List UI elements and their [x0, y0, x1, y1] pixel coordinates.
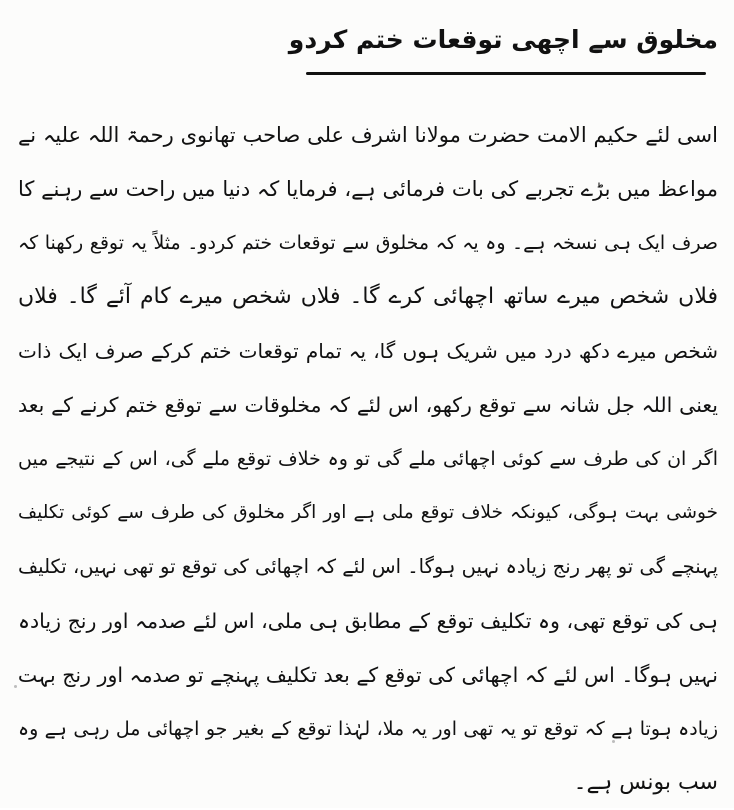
article-title: مخلوق سے اچھی توقعات ختم کردو — [288, 25, 718, 54]
scan-speck — [612, 740, 615, 743]
body-line: خوشی بہت ہوگی، کیونکہ خلاف توقع ملی ہے اور اگر مخلوق کی طرف سے کوئی تکلیف — [18, 502, 718, 523]
article-body — [18, 108, 718, 810]
heading-block — [288, 14, 718, 78]
body-line: صرف ایک ہی نسخہ ہے۔ وہ یہ کہ مخلوق سے توقعات ختم کردو۔ مثلاً یہ توقع رکھنا کہ — [18, 232, 718, 254]
scan-speck — [14, 685, 17, 688]
body-line: اگر ان کی طرف سے کوئی اچھائی ملے گی تو وہ خلاف توقع ملے گی، اس کے نتیجے میں — [18, 448, 718, 470]
body-line: زیادہ ہوتا ہے کہ توقع تو یہ تھی اور یہ ملا، لہٰذا توقع کے بغیر جو اچھائی مل رہی ہے وہ — [18, 718, 718, 740]
body-line: پہنچے گی تو پھر رنج زیادہ نہیں ہوگا۔ اس لئے کہ اچھائی کی توقع تو تھی نہیں، تکلیف — [18, 555, 718, 578]
body-line: مواعظ میں بڑے تجربے کی بات فرمائی ہے، فرمایا کہ دنیا میں راحت سے رہنے کا — [18, 177, 718, 201]
body-line: ہی کی توقع تھی، وہ تکلیف توقع کے مطابق ہی ملی، اس لئے صدمہ اور رنج زیادہ — [18, 609, 718, 633]
body-line: یعنی اللہ جل شانہ سے توقع رکھو، اس لئے کہ مخلوقات سے توقع ختم کرنے کے بعد — [18, 393, 718, 417]
body-line: شخص میرے دکھ درد میں شریک ہوں گا، یہ تمام توقعات ختم کرکے صرف ایک ذات — [18, 339, 718, 363]
body-line: فلاں شخص میرے ساتھ اچھائی کرے گا۔ فلاں شخص میرے کام آئے گا۔ فلاں — [18, 284, 718, 309]
body-line-last: سب بونس ہے۔ — [573, 770, 718, 795]
title-underline — [306, 72, 706, 75]
body-line: نہیں ہوگا۔ اس لئے کہ اچھائی کی توقع کے بعد تکلیف پہنچے تو صدمہ اور رنج بہت — [18, 663, 718, 687]
body-line: اسی لئے حکیم الامت حضرت مولانا اشرف علی صاحب تھانوی رحمۃ اللہ علیہ نے — [18, 123, 718, 147]
